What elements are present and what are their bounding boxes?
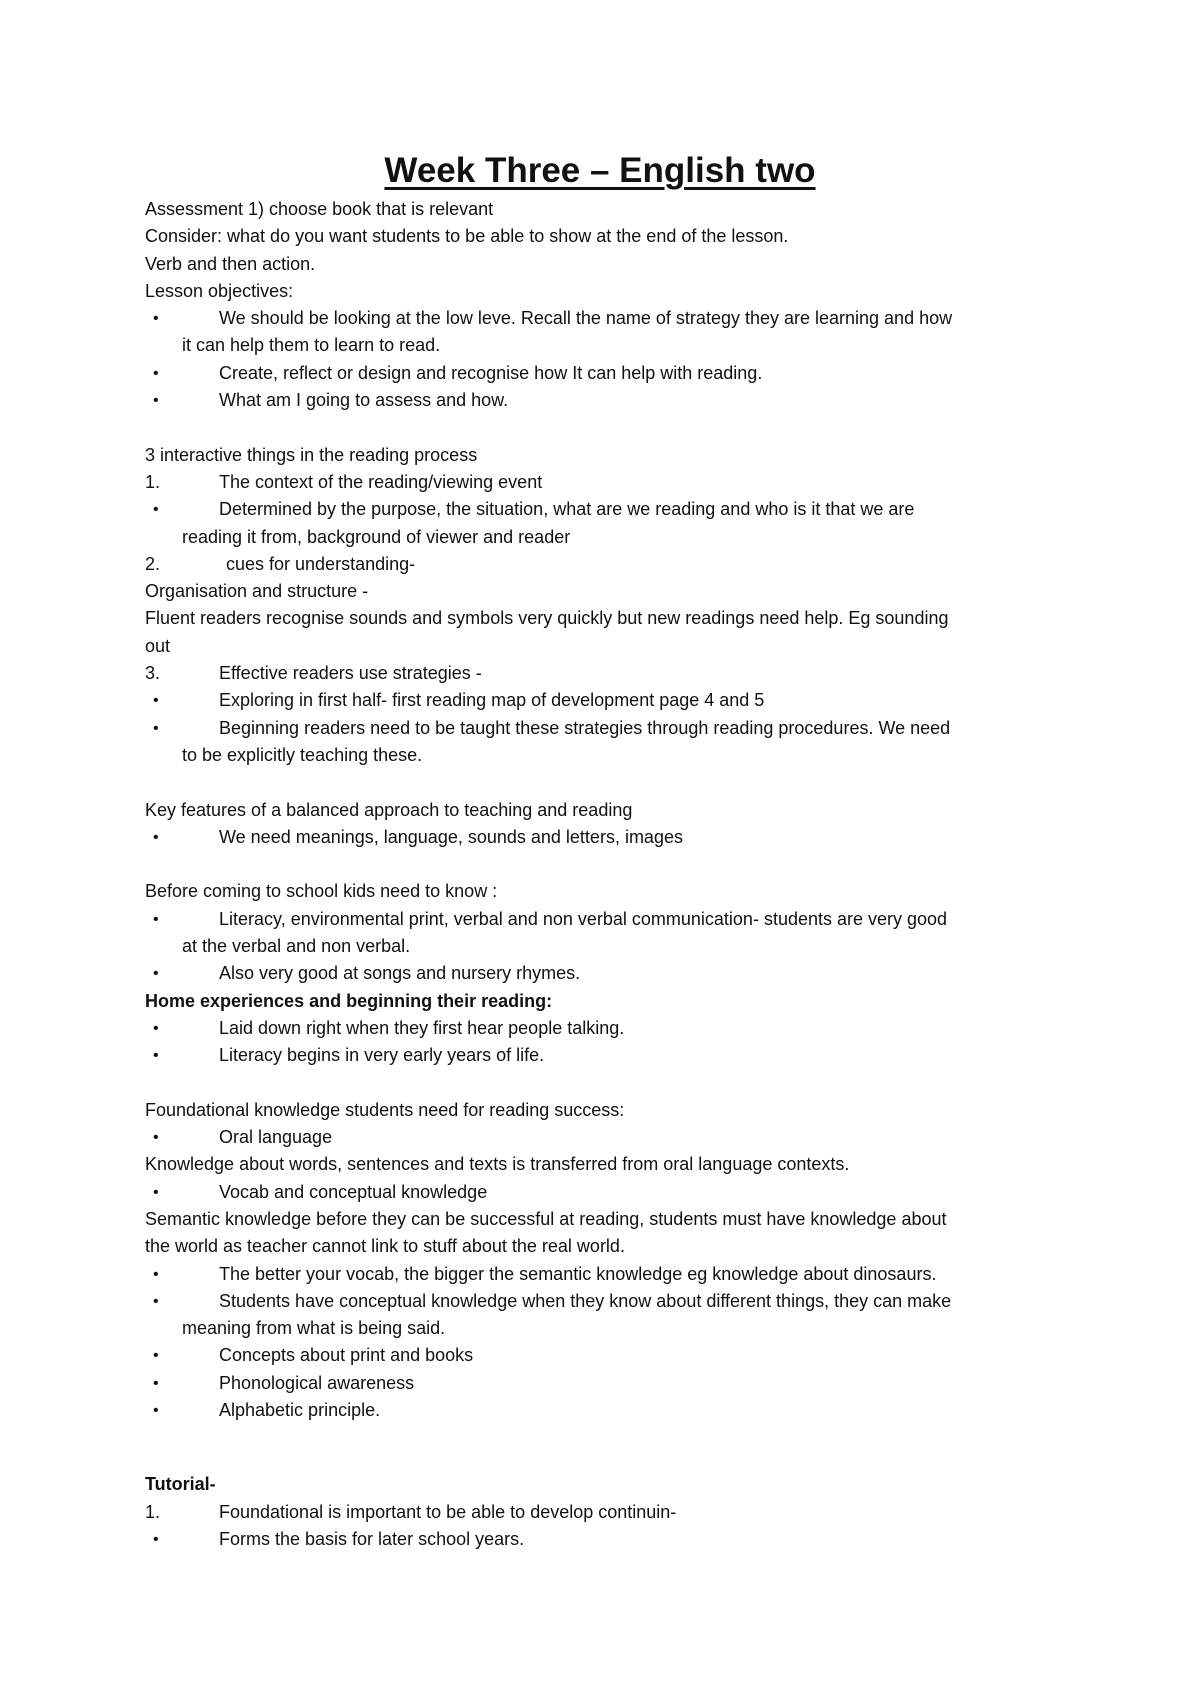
bullet-icon: • — [153, 1183, 159, 1201]
paragraph: Knowledge about words, sentences and texts is transferred from oral language contexts. — [145, 1154, 850, 1175]
bullet-icon: • — [153, 1374, 159, 1392]
bullet-text: Determined by the purpose, the situation, what are we reading and who is it that we are — [219, 499, 915, 520]
bullet-text: Laid down right when they first hear people talking. — [219, 1017, 625, 1038]
bullet-text: We should be looking at the low leve. Recall the name of strategy they are learning and how — [219, 308, 953, 329]
bullet-item — [145, 1342, 1075, 1369]
bullet-icon: • — [153, 719, 159, 737]
bullet-icon: • — [153, 692, 159, 710]
bullet-continuation: to be explicitly teaching these. — [182, 744, 423, 765]
bullet-text: Vocab and conceptual knowledge — [219, 1181, 488, 1202]
bullet-icon: • — [153, 965, 159, 983]
bullet-text: Exploring in first half- first reading map of development page 4 and 5 — [219, 690, 765, 711]
bullet-text: Phonological awareness — [219, 1372, 415, 1393]
bullet-icon: • — [153, 1047, 159, 1065]
bullet-item — [145, 1042, 1075, 1069]
bullet-text: Concepts about print and books — [219, 1345, 474, 1366]
bullet-item — [145, 1261, 1075, 1288]
bullet-text: Also very good at songs and nursery rhymes. — [219, 963, 581, 984]
section-heading: Key features of a balanced approach to teaching and reading — [145, 799, 633, 820]
bullet-text: Students have conceptual knowledge when they know about different things, they can make — [219, 1290, 952, 1311]
bold-heading: Home experiences and beginning their reading: — [145, 990, 553, 1011]
paragraph: Lesson objectives: — [145, 280, 294, 301]
blank-line — [145, 851, 1075, 878]
bullet-item — [145, 496, 1075, 523]
bullet-icon: • — [153, 501, 159, 519]
bullet-item — [145, 387, 1075, 414]
bullet-icon: • — [153, 364, 159, 382]
bullet-item — [145, 715, 1075, 742]
paragraph: Fluent readers recognise sounds and symbols very quickly but new readings need help. Eg sounding — [145, 608, 949, 629]
bullet-icon: • — [153, 1292, 159, 1310]
bullet-icon: • — [153, 828, 159, 846]
bullet-text: Literacy, environmental print, verbal and non verbal communication- students are very good — [219, 908, 948, 929]
blank-line — [145, 414, 1075, 441]
section-heading: Foundational knowledge students need for reading success: — [145, 1099, 625, 1120]
bullet-item — [145, 1179, 1075, 1206]
bullet-text: The better your vocab, the bigger the semantic knowledge eg knowledge about dinosaurs. — [219, 1263, 937, 1284]
numbered-item — [145, 1499, 1075, 1526]
numbered-text: The context of the reading/viewing event — [219, 471, 543, 492]
numbered-text: Effective readers use strategies - — [219, 663, 482, 684]
bullet-item — [145, 824, 1075, 851]
bullet-text: We need meanings, language, sounds and letters, images — [219, 826, 683, 847]
bullet-continuation: it can help them to learn to read. — [182, 335, 441, 356]
bullet-icon: • — [153, 1019, 159, 1037]
bullet-text: Oral language — [219, 1127, 333, 1148]
bullet-icon: • — [153, 392, 159, 410]
bullet-icon: • — [153, 1530, 159, 1548]
numbered-text: Foundational is important to be able to develop continuin- — [219, 1501, 677, 1522]
bullet-text: Create, reflect or design and recognise how It can help with reading. — [219, 362, 763, 383]
section-heading: Before coming to school kids need to know : — [145, 881, 498, 902]
bullet-continuation: meaning from what is being said. — [182, 1318, 446, 1339]
paragraph: the world as teacher cannot link to stuff about the real world. — [145, 1236, 625, 1257]
bullet-continuation: reading it from, background of viewer and reader — [182, 526, 571, 547]
bullet-icon: • — [153, 1402, 159, 1420]
blank-line — [145, 1070, 1075, 1097]
paragraph: Verb and then action. — [145, 253, 316, 274]
bullet-text: Literacy begins in very early years of life. — [219, 1045, 545, 1066]
blank-line — [145, 1424, 1075, 1471]
section-heading: 3 interactive things in the reading process — [145, 444, 478, 465]
bullet-item — [145, 1015, 1075, 1042]
numbered-item — [145, 660, 1075, 687]
bullet-icon: • — [153, 1265, 159, 1283]
paragraph: Assessment 1) choose book that is relevant — [145, 199, 494, 219]
list-number: 2. — [145, 553, 161, 574]
bullet-item — [145, 687, 1075, 714]
bullet-item — [145, 305, 1075, 332]
bullet-icon: • — [153, 310, 159, 328]
bullet-item — [145, 1288, 1075, 1315]
bullet-text: Forms the basis for later school years. — [219, 1528, 525, 1549]
bullet-item — [145, 960, 1075, 987]
numbered-item — [145, 551, 1075, 578]
bullet-item — [145, 1526, 1075, 1553]
bold-heading: Tutorial- — [145, 1474, 216, 1495]
paragraph: Semantic knowledge before they can be successful at reading, students must have knowledge about — [145, 1208, 947, 1229]
list-number: 1. — [145, 471, 161, 492]
bullet-text: Alphabetic principle. — [219, 1400, 381, 1421]
bullet-item — [145, 1397, 1075, 1424]
document-title: Week Three – English two — [384, 151, 816, 190]
document-body — [145, 196, 1075, 1553]
bullet-item — [145, 360, 1075, 387]
bullet-text: What am I going to assess and how. — [219, 390, 509, 411]
bullet-item — [145, 1124, 1075, 1151]
bullet-icon: • — [153, 1347, 159, 1365]
list-number: 1. — [145, 1501, 161, 1522]
bullet-icon: • — [153, 1129, 159, 1147]
blank-line — [145, 769, 1075, 796]
paragraph: Consider: what do you want students to be able to show at the end of the lesson. — [145, 226, 789, 247]
bullet-item — [145, 1370, 1075, 1397]
numbered-text: cues for understanding- — [226, 553, 416, 574]
bullet-text: Beginning readers need to be taught these strategies through reading procedures. We need — [219, 717, 951, 738]
paragraph: out — [145, 635, 171, 656]
bullet-icon: • — [153, 910, 159, 928]
bullet-item — [145, 906, 1075, 933]
paragraph: Organisation and structure - — [145, 581, 369, 602]
bullet-continuation: at the verbal and non verbal. — [182, 936, 411, 957]
numbered-item — [145, 469, 1075, 496]
list-number: 3. — [145, 663, 161, 684]
